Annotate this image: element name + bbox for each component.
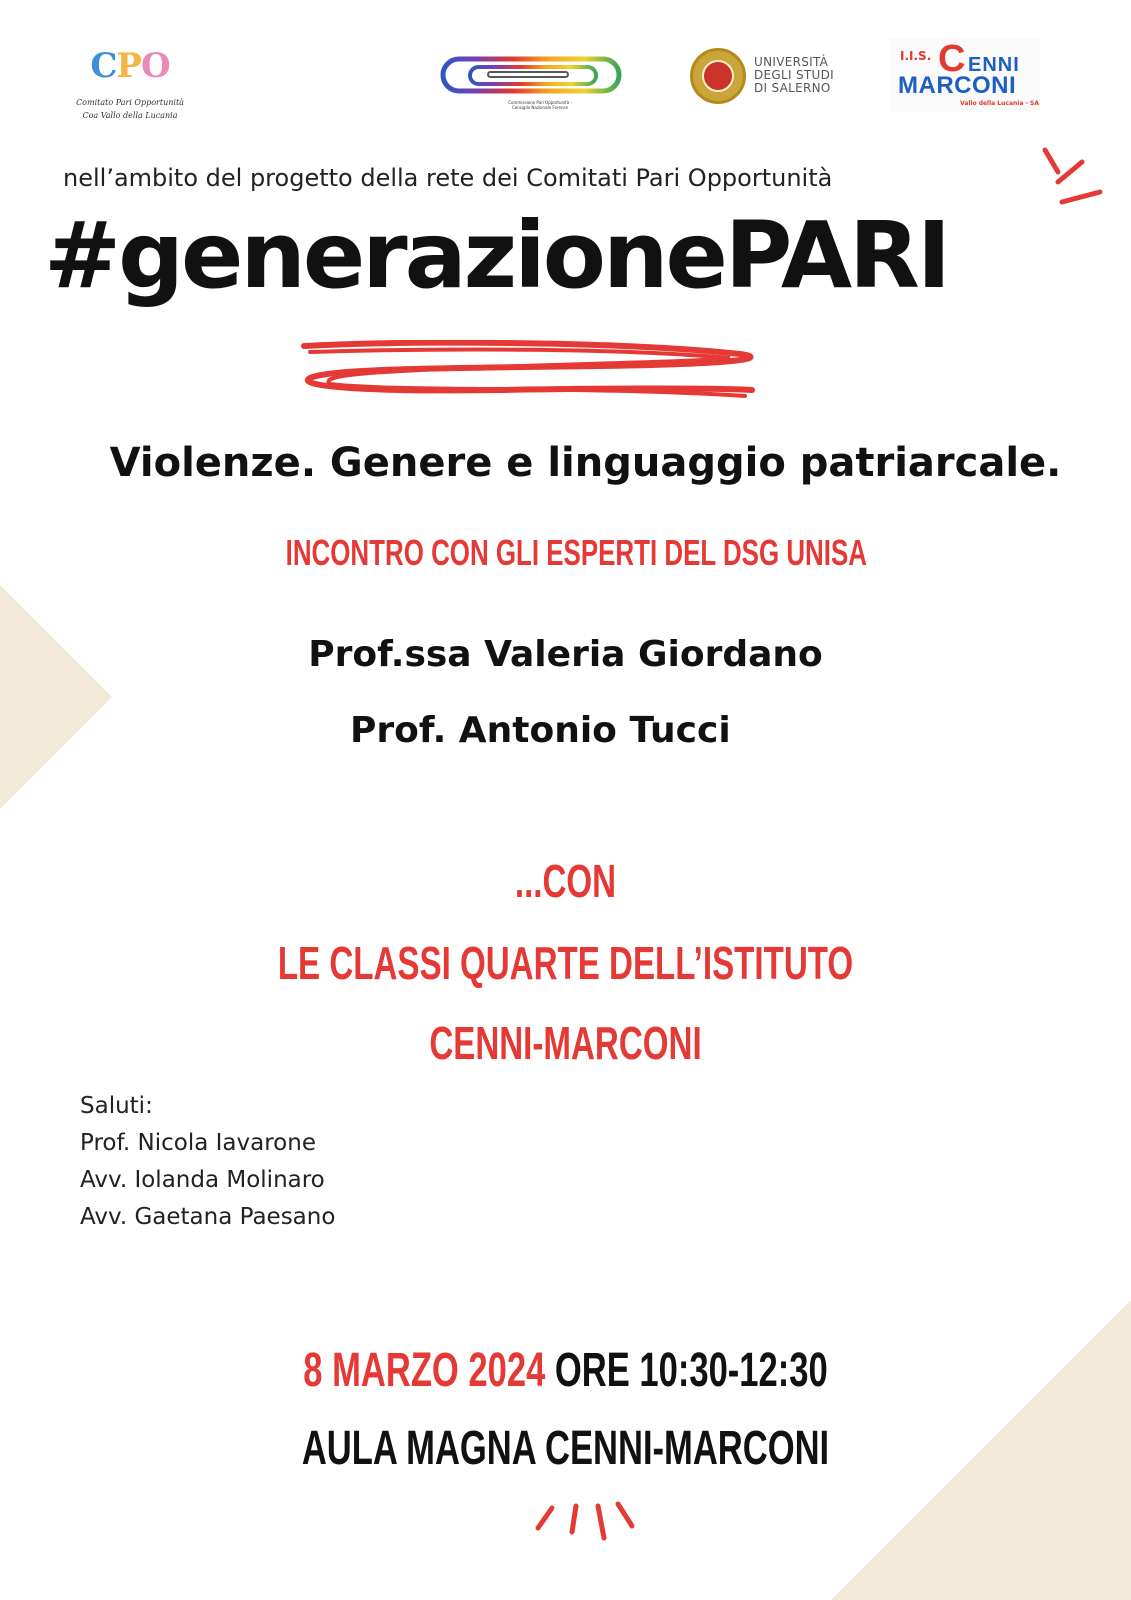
event-location: AULA MAGNA CENNI-MARCONI: [301, 1422, 830, 1475]
left-beige-triangle: [0, 585, 112, 809]
incontro-heading: INCONTRO CON GLI ESPERTI DEL DSG UNISA: [285, 532, 867, 573]
cpn-caption: Commissione Pari Opportunità · Consiglio Nazionale Forense: [508, 100, 572, 110]
unisa-line1: UNIVERSITÀ: [754, 55, 829, 69]
greetings-label: Saluti:: [80, 1093, 153, 1119]
marconi-big-c: C: [938, 38, 966, 80]
speaker-1: Prof.ssa Valeria Giordano: [308, 634, 823, 675]
greetings-block: [80, 1088, 335, 1236]
cpo-caption-line1: Comitato Pari Opportunità: [76, 98, 184, 107]
unisa-line2: DEGLI STUDI: [754, 68, 834, 82]
event-subtitle: Violenze. Genere e linguaggio patriarcale.: [109, 440, 1062, 486]
with-line-1: ...CON: [514, 855, 617, 907]
accent-strokes-icon: [1040, 142, 1110, 212]
greeting-name: Avv. Iolanda Molinaro: [80, 1167, 325, 1193]
event-date: 8 MARZO 2024: [303, 1344, 546, 1397]
cpo-logo-caption: [70, 96, 190, 122]
speaker-2: Prof. Antonio Tucci: [350, 710, 731, 751]
with-line-2: LE CLASSI QUARTE DELL’ISTITUTO: [277, 937, 854, 989]
cpn-paperclip-logo: [440, 56, 624, 114]
marconi-name: MARCONI: [898, 72, 1017, 99]
event-datetime: [158, 1343, 972, 1398]
cpo-letter-p: P: [116, 46, 141, 86]
hashtag-title: #generazionePARI: [44, 202, 949, 309]
greeting-name: Prof. Nicola Iavarone: [80, 1130, 316, 1156]
cpo-letter-o: O: [141, 46, 170, 86]
cenni-marconi-logo: [890, 38, 1040, 112]
unisa-logo-text: [754, 56, 834, 95]
greeting-name: Avv. Gaetana Paesano: [80, 1204, 336, 1230]
red-scribble-underline: [300, 340, 770, 402]
unisa-seal-icon: [690, 48, 746, 104]
with-line-3: CENNI-MARCONI: [429, 1017, 702, 1069]
event-time: ORE 10:30-12:30: [554, 1344, 828, 1397]
paperclip-icon: [440, 56, 624, 100]
unisa-logo: [690, 46, 840, 106]
cpo-logo-letters: [70, 48, 190, 84]
marconi-enni: ENNI: [968, 54, 1020, 76]
cpo-letter-c: C: [90, 46, 117, 86]
marconi-place: Vallo della Lucania - SA: [960, 100, 1040, 107]
cpo-logo: [70, 48, 190, 122]
unisa-line3: DI SALERNO: [754, 81, 831, 95]
marconi-prefix: I.I.S.: [900, 49, 932, 63]
bottom-accent-strokes-icon: [532, 1498, 642, 1558]
intro-text: nell’ambito del progetto della rete dei Comitati Pari Opportunità: [63, 164, 833, 192]
cpo-caption-line2: Coa Vallo della Lucania: [82, 111, 178, 120]
